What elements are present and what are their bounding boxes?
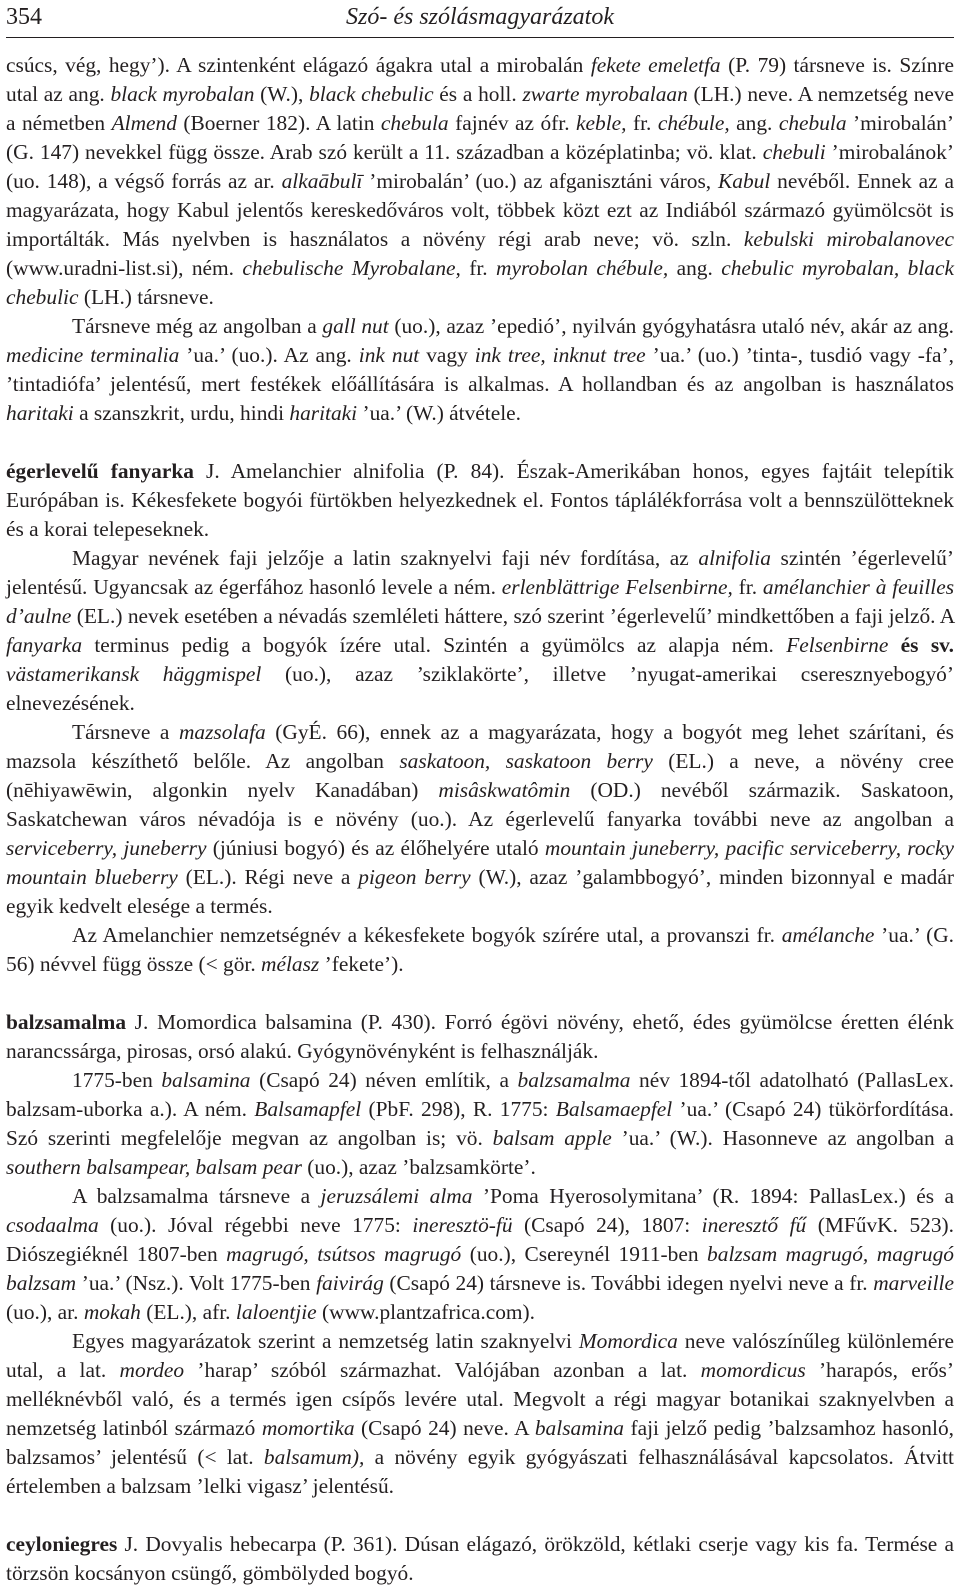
italic-term: Balsamaepfel xyxy=(555,1097,673,1121)
italic-term: chébule, xyxy=(657,111,730,135)
italic-term: balsamum), xyxy=(263,1445,365,1469)
paragraph-p1 xyxy=(6,51,954,312)
text-run: (EL.), afr. xyxy=(140,1300,236,1324)
text-run: (Csapó 24) társneve is. További idegen nyelvi neve a fr. xyxy=(383,1271,874,1295)
text-run: J. Momordica balsamina (P. 430). Forró égövi növény, ehető, édes gyümölcse éretten élénk narancssárga, pirosas, orsó alakú. Gyógynövényként is felhasználják. xyxy=(6,1010,954,1063)
headword: ceyloniegres xyxy=(6,1532,118,1556)
text-run: ’fekete’). xyxy=(319,952,404,976)
text-run: (uo.), Csereynél 1911-ben xyxy=(461,1242,708,1266)
paragraph-p7 xyxy=(6,1008,954,1066)
italic-term: alnifolia xyxy=(698,546,771,570)
paragraph-p4 xyxy=(6,544,954,718)
headword: és sv. xyxy=(888,633,955,657)
italic-term: Almend xyxy=(111,111,177,135)
italic-term: chebuli xyxy=(762,140,826,164)
italic-term: amélanche xyxy=(781,923,875,947)
italic-term: pigeon berry xyxy=(358,865,471,889)
italic-term: chebulic myrobalan, black chebulic xyxy=(6,256,954,309)
text-run: (uo.). Jóval régebbi neve 1775: xyxy=(98,1213,413,1237)
italic-term: Balsamapfel xyxy=(254,1097,362,1121)
text-run: J. Dovyalis hebecarpa (P. 361). Dúsan elágazó, örökzöld, kétlaki cserje vagy kis fa. Termése a törzsön kocsányon csüngő, gömbölyded bogyó. xyxy=(6,1532,954,1585)
italic-term: ink tree, inknut tree xyxy=(474,343,646,367)
italic-term: balsamina xyxy=(161,1068,251,1092)
text-run: ang. xyxy=(668,256,722,280)
text-run: (júniusi bogyó) és az élőhelyére utaló xyxy=(206,836,545,860)
italic-term: chebula xyxy=(380,111,449,135)
text-run: (uo.), azaz ’sziklakörte’, illetve ’nyugat-amerikai cseresznyebogyó’ elnevezésének. xyxy=(6,662,954,715)
italic-term: misâskwatômin xyxy=(438,778,571,802)
text-run: fajnév az ófr. xyxy=(448,111,577,135)
paragraph-p11 xyxy=(6,1530,954,1588)
italic-term: serviceberry, juneberry xyxy=(6,836,207,860)
entry-separator xyxy=(6,428,954,457)
italic-term: faivirág xyxy=(316,1271,384,1295)
text-run: (EL.). Régi neve a xyxy=(177,865,359,889)
running-title: Szó- és szólásmagyarázatok xyxy=(346,4,614,30)
page-number: 354 xyxy=(6,4,42,30)
italic-term: amélanchier à feuilles d’aulne xyxy=(6,575,955,628)
paragraph-p8 xyxy=(6,1066,954,1182)
text-run: (www.plantzafrica.com). xyxy=(316,1300,536,1324)
italic-term: balzsamalma xyxy=(517,1068,631,1092)
italic-term: black chebulic xyxy=(309,82,434,106)
italic-term: southern balsampear, balsam pear xyxy=(6,1155,302,1179)
italic-term: momortika xyxy=(261,1416,355,1440)
text-run: ’ua.’ (uo.). Az ang. xyxy=(179,343,359,367)
text-run: (P. 79) társneve is. Színre utal az ang. xyxy=(6,53,954,106)
text-run: és a holl. xyxy=(433,82,523,106)
text-run: (uo.), azaz ’balzsamkörte’. xyxy=(301,1155,536,1179)
text-run: ’Poma Hyerosolymitana’ (R. 1894: PallasLex.) és a xyxy=(472,1184,954,1208)
text-run: J. Amelanchier alnifolia (P. 84). Észak-Amerikában honos, egyes fajtáit telepítik Európában is. Kékesfekete bogyói fürtökben helyezkednek el. Fontos táplálékforrása volt a bennszülötteknek és a korai telepeseknek. xyxy=(6,459,954,541)
italic-term: jeruzsálemi alma xyxy=(320,1184,473,1208)
text-run: Az Amelanchier nemzetségnév a kékesfekete bogyók szírére utal, a provanszi fr. xyxy=(72,923,782,947)
italic-term: balsam apple xyxy=(492,1126,612,1150)
text-run: ’ua.’ (uo.) ’tinta-, tusdió vagy -fa’, ’tintadiófa’ jelentésű, mert festékek előállítására is alkalmas. A hollandban és az angolban is használatos xyxy=(6,343,954,396)
italic-term: black myrobalan xyxy=(110,82,255,106)
italic-term: mélasz xyxy=(261,952,320,976)
text-run: fr. xyxy=(732,575,763,599)
text-run: (LH.) társneve. xyxy=(78,285,214,309)
text-run: Magyar nevének faji jelzője a latin szaknyelvi faji név fordítása, az xyxy=(72,546,699,570)
paragraph-p10 xyxy=(6,1327,954,1501)
italic-term: saskatoon, saskatoon berry xyxy=(399,749,653,773)
text-run: 1775-ben xyxy=(72,1068,162,1092)
text-run: vagy xyxy=(419,343,475,367)
italic-term: balzsam magrugó, magrugó balzsam xyxy=(6,1242,954,1295)
paragraph-p9 xyxy=(6,1182,954,1327)
paragraph-p3 xyxy=(6,457,954,544)
text-run: csúcs, vég, hegy’). A szintenként elágazó ágakra utal a mirobalán xyxy=(6,53,591,77)
text-run: ’ua.’ (W.). Hasonneve az angolban a xyxy=(611,1126,955,1150)
text-run: A balzsamalma társneve a xyxy=(72,1184,321,1208)
text-run: Társneve a xyxy=(72,720,179,744)
italic-term: myrobolan chébule, xyxy=(496,256,669,280)
headword: égerlevelű fanyarka xyxy=(6,459,194,483)
italic-term: gall nut xyxy=(322,314,389,338)
italic-term: mountain juneberry, pacific serviceberry, rocky mountain blueberry xyxy=(6,836,955,889)
text-run: (Csapó 24), 1807: xyxy=(512,1213,702,1237)
text-run: ’ua.’ (W.) átvétele. xyxy=(357,401,522,425)
text-run: a szanszkrit, urdu, hindi xyxy=(73,401,290,425)
italic-term: csodaalma xyxy=(6,1213,99,1237)
text-run: (PbF. 298), R. 1775: xyxy=(361,1097,556,1121)
text-run: ang. xyxy=(729,111,779,135)
italic-term: ineresztö-fü xyxy=(412,1213,513,1237)
italic-term: fekete emeletfa xyxy=(590,53,721,77)
text-run: (Csapó 24) néven említik, a xyxy=(250,1068,518,1092)
text-run: szintén ’égerlevelű’ jelentésű. Ugyancsak az égerfához hasonló levele a ném. xyxy=(6,546,955,599)
italic-term: Felsenbirne xyxy=(786,633,889,657)
text-run: név 1894-től adatolható (PallasLex. balzsam-uborka a.). A ném. xyxy=(6,1068,954,1121)
italic-term: keble, xyxy=(576,111,627,135)
italic-term: västamerikansk häggmispel xyxy=(6,662,262,686)
italic-term: ink nut xyxy=(358,343,420,367)
italic-term: erlenblättrige Felsenbirne, xyxy=(501,575,733,599)
italic-term: Momordica xyxy=(578,1329,678,1353)
text-run: (EL.) nevek esetében a névadás szemléleti háttere, szó szerint ’égerlevelű’ mindkettőben a faji jelző. A xyxy=(71,604,954,628)
text-run: (www.uradni-list.si), ném. xyxy=(6,256,243,280)
text-run: ’harap’ szóból származhat. Valójában azonban a lat. xyxy=(184,1358,701,1382)
text-run: (MFűvK. 523). Diószegiéknél 1807-ben xyxy=(6,1213,954,1266)
text-run: (GyÉ. 66), ennek az a magyarázata, hogy a bogyót meg lehet szárítani, és mazsola készíthető belőle. Az angolban xyxy=(6,720,954,773)
text-run: (Boerner 182). A latin xyxy=(176,111,381,135)
italic-term: laloentjie xyxy=(235,1300,317,1324)
text-run: (OD.) nevéből származik. Saskatoon, Saskatchewan város névadója is e növény (uo.). Az égerlevelű fanyarka további neve az angolban a xyxy=(6,778,954,831)
italic-term: momordicus xyxy=(700,1358,806,1382)
text-run: (uo.), ar. xyxy=(6,1300,84,1324)
text-run: nevéből. Ennek az a magyarázata, hogy Kabul jelentős kereskedőváros volt, többek közt ezt az Indiából származó gyümölcsöt is importálták. Más nyelvben is használatos a növény régi arab neve; vö. szln. xyxy=(6,169,954,251)
italic-term: haritaki xyxy=(289,401,358,425)
italic-term: ineresztő fű xyxy=(701,1213,807,1237)
italic-term: magrugó, tsútsos magrugó xyxy=(226,1242,462,1266)
text-run: fr. xyxy=(626,111,658,135)
text-run: fr. xyxy=(460,256,497,280)
text-run: (uo.), azaz ’epedió’, nyilván gyógyhatásra utaló név, akár az ang. xyxy=(388,314,955,338)
body-text xyxy=(6,51,954,1588)
entry-separator xyxy=(6,1501,954,1530)
italic-term: haritaki xyxy=(6,401,74,425)
headword: balzsamalma xyxy=(6,1010,127,1034)
text-run: ’mirobalánok’ (uo. 148), a végső forrás az ar. xyxy=(6,140,954,193)
text-run: ’mirobalán’ (uo.) az afganisztáni város, xyxy=(362,169,718,193)
text-run: a növény egyik gyógyászati felhasználásával kapcsolatos. Átvitt értelemben a balzsam ’lelki vigasz’ jelentésű. xyxy=(6,1445,954,1498)
italic-term: mordeo xyxy=(119,1358,185,1382)
text-run: (W.), azaz ’galambbogyó’, minden bizonnyal e madár egyik kedvelt elesége a termés. xyxy=(6,865,954,918)
text-run: Egyes magyarázatok szerint a nemzetség latin szaknyelvi xyxy=(72,1329,579,1353)
text-run: (Csapó 24) neve. A xyxy=(354,1416,535,1440)
italic-term: balsamina xyxy=(534,1416,624,1440)
text-run: neve valószínűleg különlemére utal, a lat. xyxy=(6,1329,954,1382)
text-run: ’ua.’ (G. 56) névvel függ össze (< gör. xyxy=(6,923,955,976)
italic-term: mazsolafa xyxy=(178,720,266,744)
italic-term: chebula xyxy=(778,111,847,135)
header-rule xyxy=(6,37,954,38)
paragraph-p2 xyxy=(6,312,954,428)
italic-term: mokah xyxy=(83,1300,141,1324)
italic-term: kebulski mirobalanovec xyxy=(743,227,954,251)
page-header xyxy=(0,0,960,44)
italic-term: fanyarka xyxy=(6,633,83,657)
text-run: ’ua.’ (Nsz.). Volt 1775-ben xyxy=(76,1271,317,1295)
text-run: ’harapós, erős’ melléknévből való, és a termés igen csípős levére utal. Megvolt a régi magyar botanikai szaknyelvben a nemzetség latinból származó xyxy=(6,1358,954,1440)
text-run: terminus pedig a bogyók ízére utal. Szintén a gyümölcs az alapja ném. xyxy=(82,633,787,657)
text-run: ’ua.’ (Csapó 24) tükörfordítása. Szó szerinti megfelelője megvan az angolban is; vö. xyxy=(6,1097,954,1150)
text-run: Társneve még az angolban a xyxy=(72,314,323,338)
entry-separator xyxy=(6,979,954,1008)
text-run: ’mirobalán’ (G. 147) nevekkel függ össze. Arab szó került a 11. században a középlatinba; vö. klat. xyxy=(6,111,954,164)
italic-term: medicine terminalia xyxy=(6,343,180,367)
text-run: (EL.) a neve, a növény cree (nēhiyawēwin, algonkin nyelv Kanadában) xyxy=(6,749,954,802)
italic-term: alkaābulī xyxy=(281,169,363,193)
text-run: (W.), xyxy=(254,82,310,106)
italic-term: marveille xyxy=(873,1271,954,1295)
italic-term: zwarte myrobalaan xyxy=(522,82,688,106)
paragraph-p5 xyxy=(6,718,954,921)
text-run: faji jelző pedig ’balzsamhoz hasonló, balzsamos’ jelentésű (< lat. xyxy=(6,1416,954,1469)
text-run: (LH.) neve. A nemzetség neve a németben xyxy=(6,82,955,135)
paragraph-p6 xyxy=(6,921,954,979)
italic-term: Kabul xyxy=(718,169,771,193)
italic-term: chebulische Myrobalane, xyxy=(242,256,461,280)
